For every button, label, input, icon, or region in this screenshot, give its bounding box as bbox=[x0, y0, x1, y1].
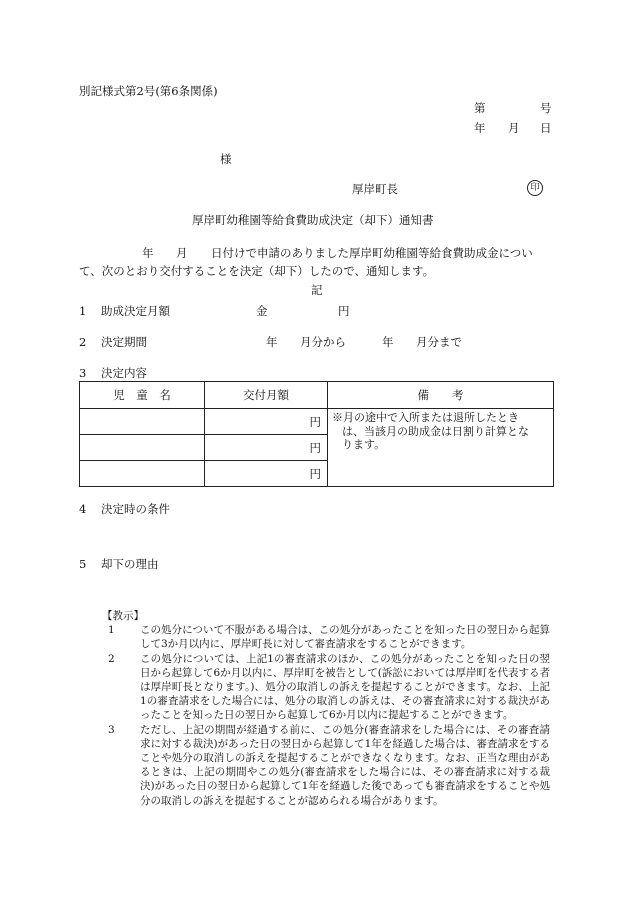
number-go: 号 bbox=[540, 101, 552, 115]
item2-year-to: 年 bbox=[382, 335, 394, 349]
notice-heading: 【教示】 bbox=[102, 610, 144, 622]
seal-mark: 印 bbox=[527, 180, 543, 196]
header-monthly-amount: 交付月額 bbox=[205, 382, 328, 409]
notice-item-number: 3 bbox=[108, 723, 115, 736]
body-year: 年 bbox=[142, 246, 154, 260]
notice-item bbox=[102, 723, 558, 808]
item3-number: 3 bbox=[79, 366, 87, 380]
amount-cell[interactable]: 円 bbox=[205, 435, 328, 461]
form-label: 別記様式第2号(第6条関係) bbox=[79, 84, 218, 98]
table-row bbox=[80, 409, 554, 435]
item1-label: 助成決定月額 bbox=[101, 304, 170, 318]
notice-item-number: 2 bbox=[108, 652, 115, 665]
child-name-cell[interactable] bbox=[80, 461, 205, 487]
remarks-cell bbox=[328, 409, 554, 487]
body-month: 月 bbox=[176, 246, 188, 260]
item2-month-to: 月分まで bbox=[416, 335, 462, 349]
remark-line: は、当該月の助成金は日割り計算とな bbox=[342, 424, 529, 438]
remark-line: ります。 bbox=[342, 438, 386, 451]
table-header-row bbox=[80, 382, 554, 409]
addressee-suffix: 様 bbox=[220, 152, 232, 166]
notice-item-number: 1 bbox=[108, 624, 115, 637]
item3-label: 決定内容 bbox=[101, 366, 147, 380]
date-year: 年 bbox=[474, 121, 486, 135]
child-name-cell[interactable] bbox=[80, 435, 205, 461]
amount-cell[interactable]: 円 bbox=[205, 461, 328, 487]
item1-number: 1 bbox=[79, 304, 87, 318]
date-month: 月 bbox=[508, 121, 520, 135]
header-child-name: 児 童 名 bbox=[80, 382, 205, 409]
item4-number: 4 bbox=[79, 502, 87, 516]
notice-item-text: この処分については、上記1の審査請求のほか、この処分があったことを知った日の翌日から起算して6か月以内に、厚岸町を被告として(訴訟においては厚岸町を代表する者は厚岸町長となります。)、処分の取消しの訴えを提起することができます。なお、上記1の審査請求をした場合には、処分の取消しの訴えは、その審査請求に対する裁決があったことを知った日の翌日から起算して6か月以内に提起することができます。 bbox=[140, 652, 550, 722]
notice-section bbox=[102, 609, 558, 808]
item2-number: 2 bbox=[79, 335, 87, 349]
item2-year-from: 年 bbox=[266, 335, 278, 349]
number-dai: 第 bbox=[474, 101, 486, 115]
notice-item bbox=[102, 623, 558, 651]
item4-label: 決定時の条件 bbox=[101, 502, 170, 516]
remark-line: ※月の途中で入所または退所したとき bbox=[332, 411, 519, 424]
issuer-name: 厚岸町長 bbox=[352, 182, 398, 196]
document-title: 厚岸町幼稚園等給食費助成決定（却下）通知書 bbox=[192, 213, 434, 227]
item5-number: 5 bbox=[79, 557, 87, 571]
body-line1: 日付けで申請のありました厚岸町幼稚園等給食費助成金につい bbox=[211, 246, 533, 260]
header-remarks: 備 考 bbox=[328, 382, 554, 409]
item1-kin: 金 bbox=[256, 304, 268, 318]
body-line2: て、次のとおり交付することを決定（却下）したので、通知します。 bbox=[79, 264, 435, 278]
amount-cell[interactable]: 円 bbox=[205, 409, 328, 435]
decision-table bbox=[79, 381, 554, 487]
item2-month-from: 月分から bbox=[300, 335, 346, 349]
item5-label: 却下の理由 bbox=[101, 557, 159, 571]
item1-yen: 円 bbox=[338, 304, 350, 318]
ki-label: 記 bbox=[311, 283, 323, 297]
notice-item bbox=[102, 652, 558, 723]
child-name-cell[interactable] bbox=[80, 409, 205, 435]
item2-label: 決定期間 bbox=[101, 335, 147, 349]
notice-item-text: ただし、上記の期間が経過する前に、この処分(審査請求をした場合には、その審査請求に対する裁決)があった日の翌日から起算して1年を経過した場合は、審査請求をすることや処分の取消しの訴えを提起することができなくなります。なお、正当な理由があるときは、上記の期間やこの処分(審査請求をした場合には、その審査請求に対する裁決)があった日の翌日から起算して1年を経過した後であっても審査請求をすることや処分の取消しの訴えを提起することが認められる場合があります。 bbox=[140, 723, 550, 807]
notice-item-text: この処分について不服がある場合は、この処分があったことを知った日の翌日から起算して3か月以内に、厚岸町長に対して審査請求をすることができます。 bbox=[140, 624, 550, 651]
date-day: 日 bbox=[540, 121, 552, 135]
